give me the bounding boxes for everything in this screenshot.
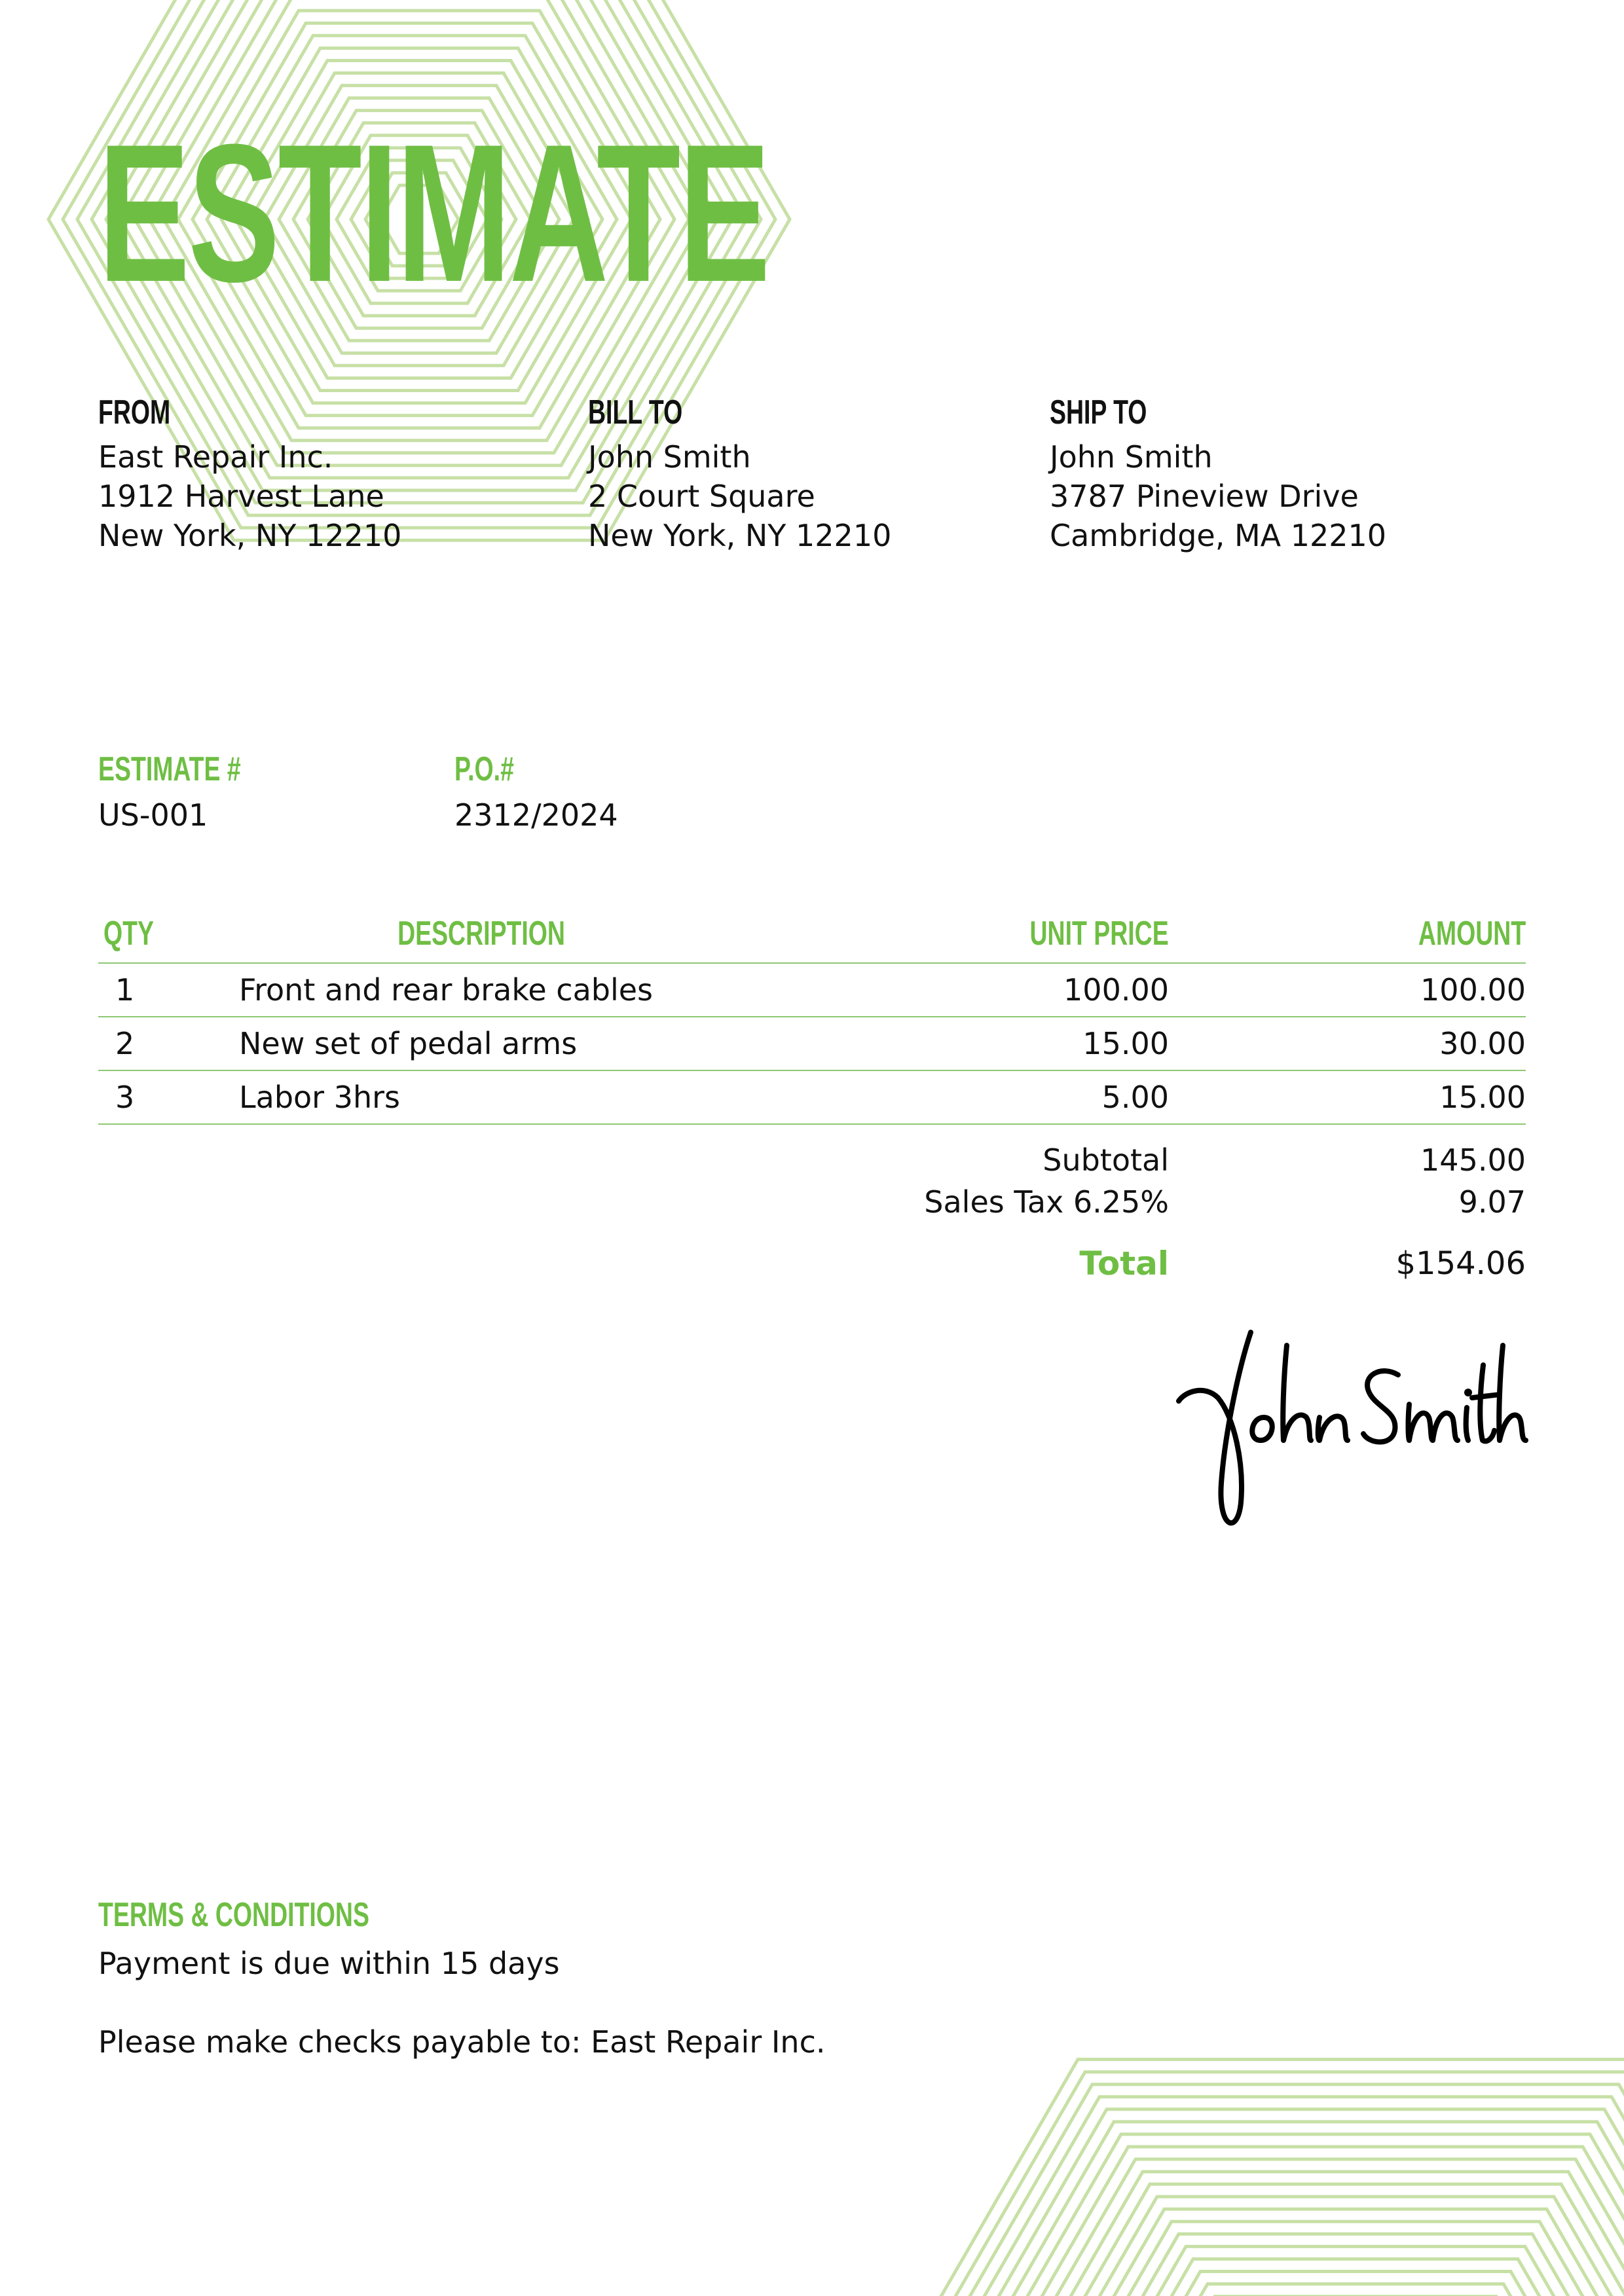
hexagon-ring <box>872 2122 1624 2296</box>
hexagon-ring <box>901 2147 1624 2296</box>
total-value: $154.06 <box>1395 1245 1526 1282</box>
description-cell: Labor 3hrs <box>239 1080 400 1115</box>
hexagon-ring <box>815 2072 1624 2296</box>
ship-to-label: SHIP TO <box>1050 393 1147 431</box>
hexagon-ring <box>915 2159 1624 2296</box>
bill-to-block <box>588 393 891 555</box>
hexagon-ring <box>930 2172 1624 2296</box>
bill-to-line: New York, NY 12210 <box>588 518 892 553</box>
hexagon-ring <box>944 2184 1624 2296</box>
hexagon-ring <box>1031 2259 1624 2296</box>
tax-row <box>786 1181 1526 1223</box>
hexagon-ring <box>987 2221 1624 2296</box>
description-cell: New set of pedal arms <box>239 1026 578 1061</box>
hexagon-ring <box>959 2196 1624 2296</box>
amount-cell: 30.00 <box>1439 1026 1526 1061</box>
from-line: New York, NY 12210 <box>98 518 402 553</box>
subtotal-row <box>786 1139 1526 1181</box>
from-label: FROM <box>98 393 171 431</box>
tax-label: Sales Tax 6.25% <box>924 1184 1169 1220</box>
ship-to-line: Cambridge, MA 12210 <box>1050 518 1387 553</box>
total-row <box>786 1243 1526 1285</box>
hexagon-ring <box>843 2097 1624 2296</box>
po-block <box>454 750 618 835</box>
line-items-table <box>98 910 1526 1125</box>
qty-cell: 1 <box>115 972 135 1008</box>
qty-cell: 2 <box>115 1026 135 1061</box>
table-row <box>98 1017 1526 1071</box>
unit-price-cell: 15.00 <box>1082 1026 1169 1061</box>
total-label: Total <box>1079 1245 1169 1283</box>
from-block <box>98 393 401 555</box>
ship-to-line: 3787 Pineview Drive <box>1050 479 1359 514</box>
terms-line: Payment is due within 15 days <box>98 1946 560 1981</box>
amount-cell: 100.00 <box>1420 972 1526 1008</box>
hexagon-ring <box>1016 2246 1624 2296</box>
hexagon-ring <box>858 2109 1624 2296</box>
bill-to-label: BILL TO <box>588 393 683 431</box>
hexagon-ring <box>1060 2284 1624 2296</box>
unit-price-cell: 100.00 <box>1063 972 1169 1008</box>
unit-price-header: UNIT PRICE <box>1029 915 1169 953</box>
qty-cell: 3 <box>115 1080 135 1115</box>
hexagon-ring <box>973 2209 1624 2296</box>
hexagon-ring <box>829 2085 1624 2296</box>
po-label: P.O.# <box>454 750 514 788</box>
estimate-number-value: US-001 <box>98 797 208 833</box>
ship-to-block <box>1050 393 1386 555</box>
tax-value: 9.07 <box>1458 1184 1526 1220</box>
from-line: 1912 Harvest Lane <box>98 479 384 514</box>
table-header-row <box>98 910 1526 964</box>
description-cell: Front and rear brake cables <box>239 972 654 1008</box>
qty-header: QTY <box>103 915 154 953</box>
unit-price-cell: 5.00 <box>1101 1080 1169 1115</box>
subtotal-value: 145.00 <box>1420 1142 1526 1178</box>
signature-image <box>1172 1319 1529 1542</box>
table-row <box>98 964 1526 1017</box>
table-row <box>98 1071 1526 1125</box>
estimate-number-block <box>98 750 296 835</box>
estimate-number-label: ESTIMATE # <box>98 750 241 788</box>
ship-to-line: John Smith <box>1050 439 1213 475</box>
from-line: East Repair Inc. <box>98 439 333 475</box>
hexagon-ring <box>1045 2272 1624 2296</box>
description-header: DESCRIPTION <box>397 915 565 953</box>
totals-block <box>786 1139 1526 1285</box>
po-value: 2312/2024 <box>454 797 618 833</box>
terms-label: TERMS & CONDITIONS <box>98 1896 369 1934</box>
hexagon-ring <box>1002 2234 1624 2296</box>
hexagon-ring <box>800 2060 1624 2296</box>
hexagon-ring <box>887 2134 1624 2296</box>
terms-line: Please make checks payable to: East Repair Inc. <box>98 2024 826 2060</box>
terms-block <box>98 1895 826 2062</box>
document-title: ESTIMATE <box>98 103 769 323</box>
bill-to-line: 2 Court Square <box>588 479 815 514</box>
subtotal-label: Subtotal <box>1043 1142 1169 1178</box>
amount-cell: 15.00 <box>1439 1080 1526 1115</box>
amount-header: AMOUNT <box>1418 915 1526 953</box>
bill-to-line: John Smith <box>588 439 751 475</box>
